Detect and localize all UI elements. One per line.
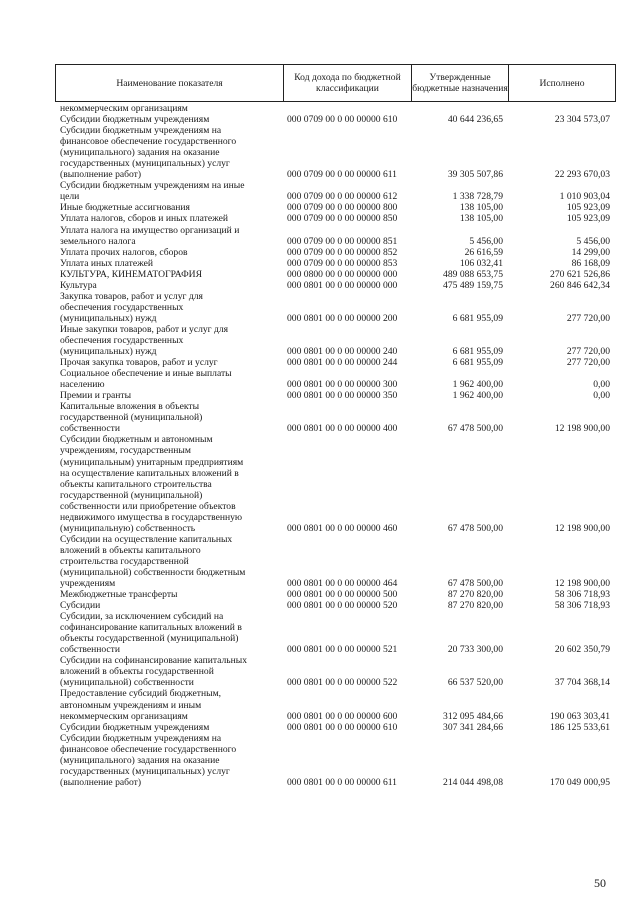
row-code: 000 0801 00 0 00 00000 000 (287, 279, 398, 291)
row-name: Иные закупки товаров, работ и услуг для обеспечения государственных (муниципальных) нужд (60, 323, 229, 358)
row-code: 000 0709 00 0 00 00000 610 (287, 114, 398, 126)
row-executed: 12 198 900,00 (554, 423, 610, 435)
row-name: Субсидии на софинансирование капитальных вложений в объекты государственной (муниципальной) собственности (60, 655, 248, 689)
row-approved: 87 270 820,00 (447, 589, 503, 601)
row-approved: 66 537 520,00 (447, 677, 503, 689)
table-row (55, 534, 615, 589)
row-approved: 1 962 400,00 (452, 379, 503, 391)
row-name: Субсидии на осуществление капитальных вложений в объекты капитального строительства государственной (муниципальной) собственности бюджетным учреждениям (60, 533, 246, 590)
row-code: 000 0709 00 0 00 00000 853 (287, 257, 398, 269)
table-row (55, 368, 615, 390)
table-row (55, 600, 615, 611)
table-row (55, 434, 615, 533)
row-code: 000 0801 00 0 00 00000 464 (287, 578, 398, 590)
row-executed: 260 846 642,34 (550, 279, 610, 291)
row-approved: 40 644 236,65 (447, 114, 503, 126)
row-executed: 277 720,00 (566, 357, 610, 369)
row-approved: 39 305 507,86 (447, 169, 503, 181)
header-executed: Исполнено (509, 65, 616, 102)
table-row (55, 125, 615, 180)
row-executed: 270 621 526,86 (550, 268, 610, 280)
row-name: некоммерческим организациям (60, 103, 188, 114)
row-approved: 20 733 300,00 (447, 644, 503, 656)
row-code: 000 0709 00 0 00 00000 611 (287, 169, 397, 181)
row-name: Социальное обеспечение и иные выплаты населению (60, 368, 232, 391)
row-name: Уплата иных платежей (60, 257, 154, 269)
row-name: Иные бюджетные ассигнования (60, 202, 190, 214)
row-name: Субсидии бюджетным учреждениям (60, 721, 210, 733)
row-approved: 1 962 400,00 (452, 390, 503, 402)
row-name: Прочая закупка товаров, работ и услуг (60, 357, 218, 369)
table-row (55, 688, 615, 721)
row-approved: 489 088 653,75 (443, 268, 503, 280)
table-row (55, 225, 615, 247)
table-row (55, 114, 615, 125)
table-header (55, 64, 616, 102)
row-name: Межбюджетные трансферты (60, 589, 178, 601)
row-code: 000 0709 00 0 00 00000 852 (287, 246, 398, 258)
row-name: Субсидии бюджетным учреждениям на иные цели (60, 180, 245, 203)
row-code: 000 0709 00 0 00 00000 850 (287, 213, 398, 225)
row-name: Субсидии бюджетным и автономным учреждениям, государственным (муниципальным) унитарным предприятиям на осуществление капитальных вложений в объекты капитального строительства государственной (муниципальной) собственности или приобретение объектов недвижимого имущества в государственную (муниципальную) собственность (60, 434, 244, 534)
row-executed: 23 304 573,07 (554, 114, 610, 126)
row-approved: 67 478 500,00 (447, 578, 503, 590)
table-row (55, 269, 615, 280)
table-row (55, 103, 615, 114)
header-code: Код дохода по бюджетной классификации (284, 65, 412, 102)
row-code: 000 0709 00 0 00 00000 851 (287, 235, 398, 247)
row-approved: 1 338 728,79 (452, 191, 503, 203)
row-approved: 138 105,00 (459, 202, 503, 214)
row-code: 000 0801 00 0 00 00000 521 (287, 644, 398, 656)
row-code: 000 0801 00 0 00 00000 350 (287, 390, 398, 402)
table-row (55, 213, 615, 224)
row-name: Уплата прочих налогов, сборов (60, 246, 188, 258)
row-approved: 6 681 955,09 (452, 312, 503, 324)
row-code: 000 0801 00 0 00 00000 600 (287, 710, 398, 722)
table-row (55, 324, 615, 357)
row-executed: 170 049 000,95 (550, 776, 610, 788)
row-name: Субсидии, за исключением субсидий на софинансирование капитальных вложений в объекты государственной (муниципальной) собственности (60, 611, 242, 656)
row-name: КУЛЬТУРА, КИНЕМАТОГРАФИЯ (60, 268, 202, 280)
row-name: Субсидии бюджетным учреждениям на финансовое обеспечение государственного (муниципального) задания на оказание государственных (муниципальных) услуг (выполнение работ) (60, 732, 237, 788)
row-name: Уплата налогов, сборов и иных платежей (60, 213, 229, 225)
row-code: 000 0800 00 0 00 00000 000 (287, 268, 398, 280)
row-name: Премии и гранты (60, 390, 132, 402)
row-approved: 87 270 820,00 (447, 600, 503, 612)
row-name: Капитальные вложения в объекты государственной (муниципальной) собственности (60, 401, 203, 435)
row-code: 000 0801 00 0 00 00000 611 (287, 776, 397, 788)
row-approved: 67 478 500,00 (447, 522, 503, 534)
row-name: Уплата налога на имущество организаций и земельного налога (60, 224, 240, 247)
row-executed: 0,00 (593, 390, 610, 402)
page-number: 50 (594, 876, 606, 890)
row-executed: 58 306 718,93 (554, 600, 610, 612)
row-code: 000 0801 00 0 00 00000 522 (287, 677, 398, 689)
row-executed: 58 306 718,93 (554, 589, 610, 601)
row-executed: 105 923,09 (566, 213, 610, 225)
row-approved: 6 681 955,09 (452, 346, 503, 358)
row-approved: 106 032,41 (459, 257, 503, 269)
table-row (55, 390, 615, 401)
row-code: 000 0709 00 0 00 00000 612 (287, 191, 398, 203)
row-executed: 22 293 670,03 (554, 169, 610, 181)
row-code: 000 0801 00 0 00 00000 200 (287, 312, 398, 324)
row-code: 000 0801 00 0 00 00000 460 (287, 522, 398, 534)
row-executed: 12 198 900,00 (554, 578, 610, 590)
row-code: 000 0709 00 0 00 00000 800 (287, 202, 398, 214)
row-code: 000 0801 00 0 00 00000 300 (287, 379, 398, 391)
row-executed: 1 010 903,04 (559, 191, 610, 203)
row-approved: 6 681 955,09 (452, 357, 503, 369)
row-code: 000 0801 00 0 00 00000 500 (287, 589, 398, 601)
row-executed: 12 198 900,00 (554, 522, 610, 534)
row-executed: 0,00 (593, 379, 610, 391)
row-approved: 307 341 284,66 (443, 721, 503, 733)
row-code: 000 0801 00 0 00 00000 240 (287, 346, 398, 358)
row-executed: 14 299,00 (571, 246, 610, 258)
header-approved: Утвержденные бюджетные назначения (412, 65, 509, 102)
row-executed: 277 720,00 (566, 346, 610, 358)
row-code: 000 0801 00 0 00 00000 520 (287, 600, 398, 612)
row-name: Закупка товаров, работ и услуг для обеспечения государственных (муниципальных) нужд (60, 290, 203, 324)
row-executed: 86 168,09 (571, 257, 610, 269)
table-row (55, 247, 615, 258)
row-name: Субсидии бюджетным учреждениям на финансовое обеспечение государственного (муниципального) задания на оказание государственных (муниципальных) услуг (выполнение работ) (60, 125, 237, 181)
row-executed: 20 602 350,79 (554, 644, 610, 656)
row-approved: 67 478 500,00 (447, 423, 503, 435)
table-row (55, 655, 615, 688)
row-approved: 312 095 484,66 (443, 710, 503, 722)
row-name: Субсидии бюджетным учреждениям (60, 114, 210, 126)
row-executed: 5 456,00 (576, 235, 610, 247)
row-approved: 475 489 159,75 (443, 279, 503, 291)
row-name: Культура (60, 279, 97, 291)
table-row (55, 733, 615, 788)
table-row (55, 401, 615, 434)
row-executed: 37 704 368,14 (554, 677, 610, 689)
table-row (55, 291, 615, 324)
table-body (55, 103, 615, 788)
row-executed: 186 125 533,61 (550, 721, 610, 733)
row-code: 000 0801 00 0 00 00000 244 (287, 357, 398, 369)
row-approved: 214 044 498,08 (443, 776, 503, 788)
table-row (55, 611, 615, 655)
row-executed: 190 063 303,41 (550, 710, 610, 722)
row-approved: 5 456,00 (469, 235, 503, 247)
row-executed: 277 720,00 (566, 312, 610, 324)
row-executed: 105 923,09 (566, 202, 610, 214)
row-code: 000 0801 00 0 00 00000 610 (287, 721, 398, 733)
row-approved: 26 616,59 (464, 246, 503, 258)
row-name: Субсидии (60, 600, 101, 612)
row-name: Предоставление субсидий бюджетным, автономным учреждениям и иным некоммерческим организациям (60, 688, 222, 722)
row-approved: 138 105,00 (459, 213, 503, 225)
table-row (55, 202, 615, 213)
table-row (55, 357, 615, 368)
table-row (55, 280, 615, 291)
table-row (55, 722, 615, 733)
table-row (55, 589, 615, 600)
row-code: 000 0801 00 0 00 00000 400 (287, 423, 398, 435)
header-name: Наименование показателя (56, 65, 284, 102)
table-row (55, 258, 615, 269)
table-row (55, 180, 615, 202)
